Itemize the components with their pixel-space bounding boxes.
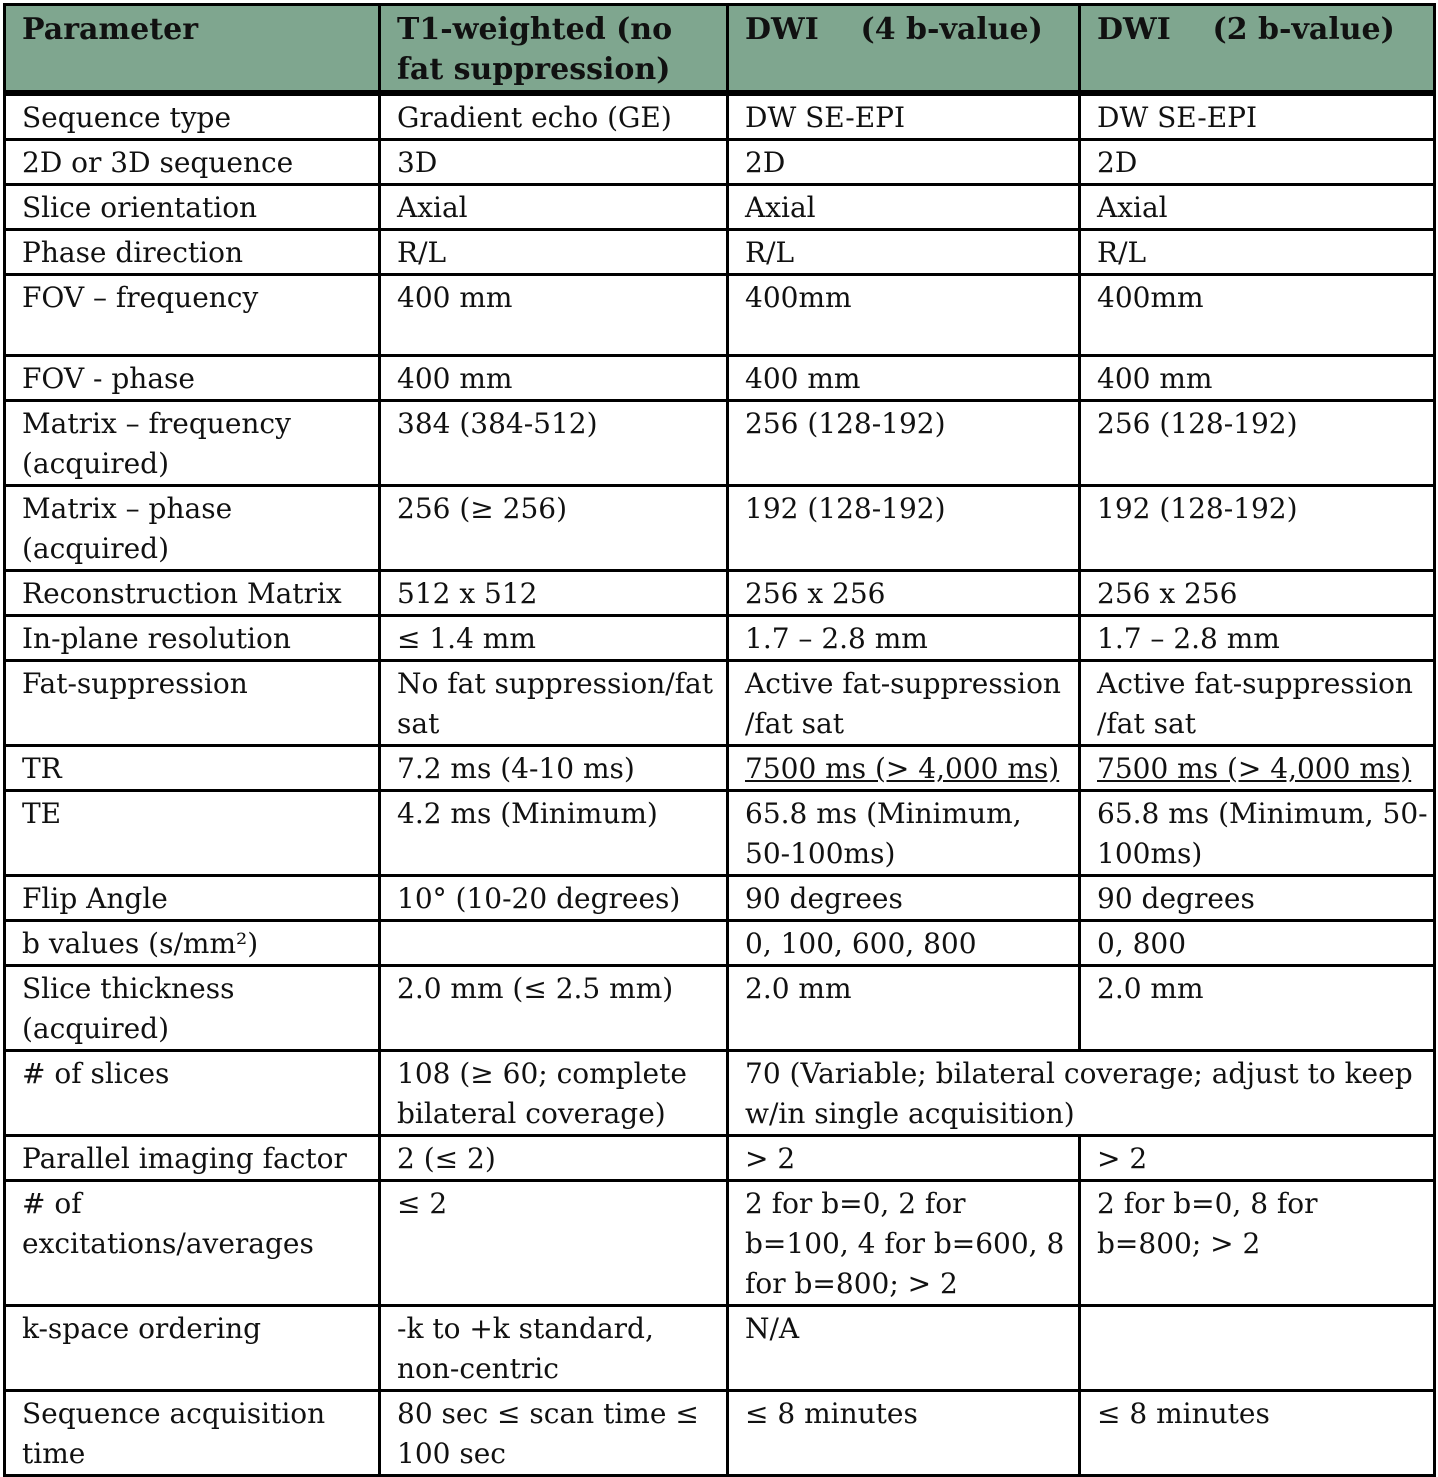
cell-t1: 3D	[380, 140, 728, 185]
cell-dwi-2b: 256 x 256	[1080, 571, 1435, 616]
cell-dwi-4b: R/L	[728, 230, 1080, 275]
cell-dwi-2b: 2 for b=0, 8 for b=800; > 2	[1080, 1181, 1435, 1306]
cell-dwi-4b: 90 degrees	[728, 876, 1080, 921]
table-row	[5, 356, 1435, 401]
cell-parameter: b values (s/mm²)	[5, 921, 380, 966]
cell-t1: 7.2 ms (4-10 ms)	[380, 746, 728, 791]
header-dwi-2b: DWI (2 b-value)	[1080, 5, 1435, 94]
header-parameter: Parameter	[5, 5, 380, 94]
cell-t1: 400 mm	[380, 356, 728, 401]
cell-dwi-2b: 1.7 – 2.8 mm	[1080, 616, 1435, 661]
cell-t1: 4.2 ms (Minimum)	[380, 791, 728, 876]
cell-dwi-4b: 256 x 256	[728, 571, 1080, 616]
cell-dwi-4b: 256 (128-192)	[728, 401, 1080, 486]
table-row	[5, 401, 1435, 486]
cell-dwi-2b: 400 mm	[1080, 356, 1435, 401]
cell-parameter: Parallel imaging factor	[5, 1136, 380, 1181]
cell-t1: ≤ 2	[380, 1181, 728, 1306]
cell-dwi-2b: 2D	[1080, 140, 1435, 185]
cell-parameter: Slice orientation	[5, 185, 380, 230]
cell-dwi-4b: N/A	[728, 1306, 1080, 1391]
cell-dwi-2b: > 2	[1080, 1136, 1435, 1181]
cell-dwi-4b: 2D	[728, 140, 1080, 185]
cell-t1: 2 (≤ 2)	[380, 1136, 728, 1181]
cell-t1: ≤ 1.4 mm	[380, 616, 728, 661]
cell-t1	[380, 921, 728, 966]
cell-t1: 10° (10-20 degrees)	[380, 876, 728, 921]
cell-dwi-4b: 192 (128-192)	[728, 486, 1080, 571]
table-row	[5, 876, 1435, 921]
cell-dwi-4b: DW SE-EPI	[728, 93, 1080, 140]
cell-dwi-4b: 7500 ms (> 4,000 ms)	[728, 746, 1080, 791]
table-row	[5, 140, 1435, 185]
table-row	[5, 571, 1435, 616]
cell-t1: R/L	[380, 230, 728, 275]
table-row	[5, 661, 1435, 746]
cell-t1: 256 (≥ 256)	[380, 486, 728, 571]
cell-parameter: Fat-suppression	[5, 661, 380, 746]
cell-t1: Gradient echo (GE)	[380, 93, 728, 140]
cell-parameter: TR	[5, 746, 380, 791]
cell-parameter: FOV - phase	[5, 356, 380, 401]
cell-parameter: Sequence type	[5, 93, 380, 140]
header-t1-weighted: T1-weighted (no fat suppression)	[380, 5, 728, 94]
cell-dwi-4b: > 2	[728, 1136, 1080, 1181]
table-row	[5, 746, 1435, 791]
cell-parameter: Sequence acquisition time	[5, 1391, 380, 1476]
table-row	[5, 1181, 1435, 1306]
cell-dwi-2b: 400mm	[1080, 275, 1435, 356]
cell-parameter: # of excitations/averages	[5, 1181, 380, 1306]
cell-dwi-4b: 65.8 ms (Minimum, 50-100ms)	[728, 791, 1080, 876]
cell-dwi-4b: Axial	[728, 185, 1080, 230]
cell-parameter: Matrix – phase (acquired)	[5, 486, 380, 571]
cell-t1: 384 (384-512)	[380, 401, 728, 486]
cell-dwi-2b: 0, 800	[1080, 921, 1435, 966]
table-row	[5, 486, 1435, 571]
cell-dwi-4b: 1.7 – 2.8 mm	[728, 616, 1080, 661]
cell-dwi-4b: 400mm	[728, 275, 1080, 356]
header-dwi-4b: DWI (4 b-value)	[728, 5, 1080, 94]
cell-parameter: TE	[5, 791, 380, 876]
cell-parameter: # of slices	[5, 1051, 380, 1136]
cell-parameter: 2D or 3D sequence	[5, 140, 380, 185]
cell-dwi-4b: 2.0 mm	[728, 966, 1080, 1051]
cell-dwi-2b: 90 degrees	[1080, 876, 1435, 921]
table-row	[5, 791, 1435, 876]
table-row	[5, 921, 1435, 966]
cell-dwi-2b: DW SE-EPI	[1080, 93, 1435, 140]
table-row	[5, 230, 1435, 275]
cell-dwi-4b: Active fat-suppression /fat sat	[728, 661, 1080, 746]
table-row	[5, 1136, 1435, 1181]
cell-dwi-2b: 256 (128-192)	[1080, 401, 1435, 486]
cell-parameter: Phase direction	[5, 230, 380, 275]
table-row	[5, 616, 1435, 661]
table-row	[5, 1391, 1435, 1476]
table-row	[5, 1051, 1435, 1136]
cell-dwi-4b: ≤ 8 minutes	[728, 1391, 1080, 1476]
cell-dwi-4b: 0, 100, 600, 800	[728, 921, 1080, 966]
cell-parameter: Matrix – frequency (acquired)	[5, 401, 380, 486]
mri-protocol-table	[3, 3, 1436, 1477]
cell-t1: 108 (≥ 60; complete bilateral coverage)	[380, 1051, 728, 1136]
cell-parameter: Slice thickness (acquired)	[5, 966, 380, 1051]
table-row	[5, 275, 1435, 356]
cell-dwi-2b: ≤ 8 minutes	[1080, 1391, 1435, 1476]
table-row	[5, 185, 1435, 230]
cell-t1: 80 sec ≤ scan time ≤ 100 sec	[380, 1391, 728, 1476]
cell-dwi-4b: 2 for b=0, 2 for b=100, 4 for b=600, 8 for b=800; > 2	[728, 1181, 1080, 1306]
cell-parameter: Reconstruction Matrix	[5, 571, 380, 616]
cell-dwi-2b: R/L	[1080, 230, 1435, 275]
header-row	[5, 5, 1435, 94]
cell-dwi-2b: 7500 ms (> 4,000 ms)	[1080, 746, 1435, 791]
cell-t1: 2.0 mm (≤ 2.5 mm)	[380, 966, 728, 1051]
cell-parameter: Flip Angle	[5, 876, 380, 921]
cell-dwi-2b: 2.0 mm	[1080, 966, 1435, 1051]
table-row	[5, 93, 1435, 140]
cell-dwi-4b: 400 mm	[728, 356, 1080, 401]
cell-dwi-2b: Active fat-suppression /fat sat	[1080, 661, 1435, 746]
cell-t1: 400 mm	[380, 275, 728, 356]
table-row	[5, 1306, 1435, 1391]
cell-t1: No fat suppression/fat sat	[380, 661, 728, 746]
cell-parameter: k-space ordering	[5, 1306, 380, 1391]
cell-t1: 512 x 512	[380, 571, 728, 616]
cell-dwi-merged: 70 (Variable; bilateral coverage; adjust to keep w/in single acquisition)	[728, 1051, 1435, 1136]
cell-dwi-2b	[1080, 1306, 1435, 1391]
cell-dwi-2b: Axial	[1080, 185, 1435, 230]
cell-dwi-2b: 192 (128-192)	[1080, 486, 1435, 571]
cell-t1: Axial	[380, 185, 728, 230]
cell-t1: -k to +k standard, non-centric	[380, 1306, 728, 1391]
cell-dwi-2b: 65.8 ms (Minimum, 50-100ms)	[1080, 791, 1435, 876]
cell-parameter: FOV – frequency	[5, 275, 380, 356]
cell-parameter: In-plane resolution	[5, 616, 380, 661]
table-row	[5, 966, 1435, 1051]
